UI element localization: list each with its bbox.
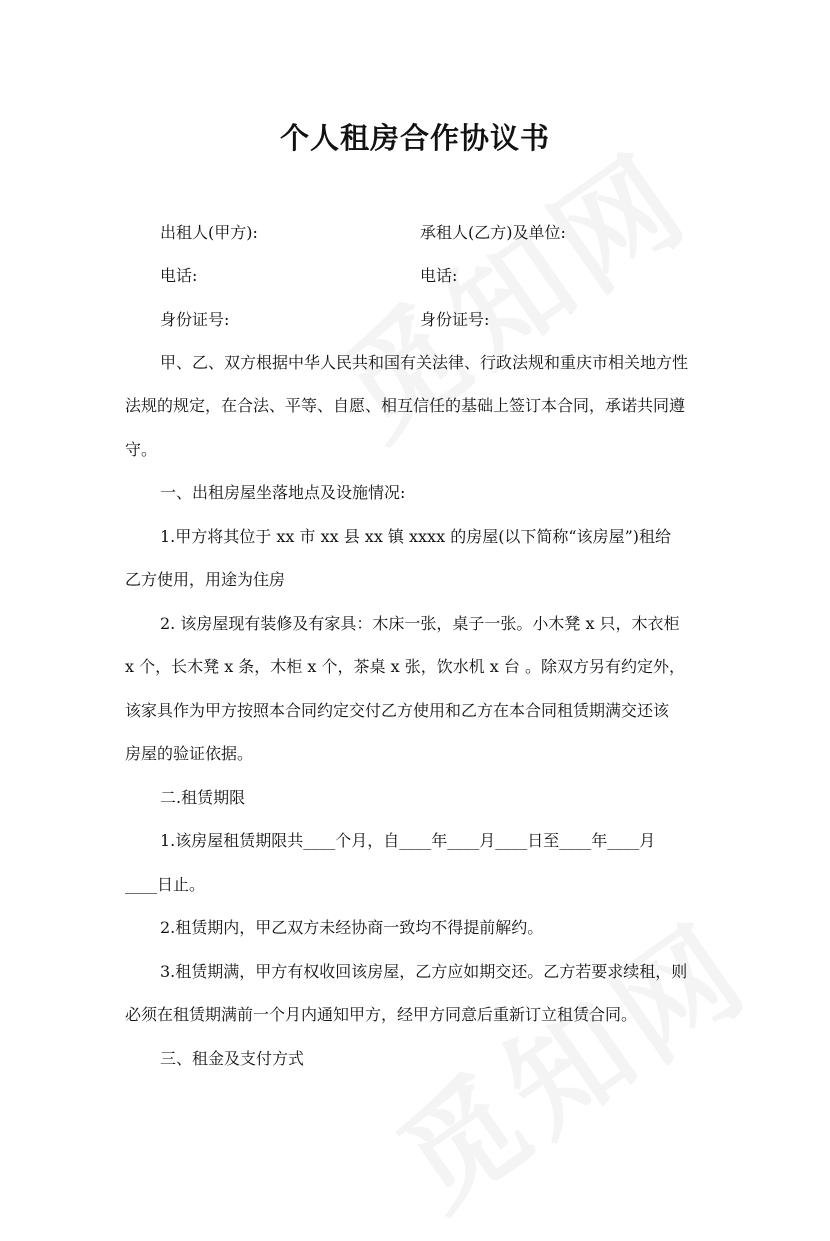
document-title: 个人租房合作协议书 — [279, 121, 550, 155]
lessor-id-label: 身份证号: — [160, 310, 230, 329]
clause-line: 2.租赁期内，甲乙双方未经协商一致均不得提前解约。 — [160, 918, 544, 937]
clause-line: 2. 该房屋现有装修及有家具：木床一张，桌子一张。小木凳 x 只，木衣柜 — [160, 614, 680, 633]
watermark — [300, 106, 718, 471]
clause-line: 乙方使用，用途为住房 — [125, 570, 286, 589]
lessor-phone-label: 电话: — [160, 266, 198, 285]
clause-line: 3.租赁期满，甲方有权收回该房屋，乙方应如期交还。乙方若要求续租，则 — [160, 962, 688, 981]
clause-line: 该家具作为甲方按照本合同约定交付乙方使用和乙方在本合同租赁期满交还该 — [125, 701, 670, 720]
clause-line: 必须在租赁期满前一个月内通知甲方，经甲方同意后重新订立租赁合同。 — [125, 1005, 638, 1024]
clause-line: 房屋的验证依据。 — [125, 744, 254, 763]
intro-line: 法规的规定，在合法、平等、自愿、相互信任的基础上签订本合同，承诺共同遵 — [125, 396, 686, 415]
section-heading: 一、出租房屋坐落地点及设施情况: — [160, 483, 406, 502]
lessee-id-label: 身份证号: — [420, 310, 490, 329]
intro-line: 守。 — [125, 440, 158, 459]
section-heading: 二.租赁期限 — [160, 788, 246, 807]
section-heading: 三、租金及支付方式 — [160, 1049, 305, 1068]
clause-line: 1.该房屋租赁期限共____个月，自____年____月____日至____年____月 — [160, 831, 656, 850]
lessee-phone-label: 电话: — [420, 266, 458, 285]
lessee-label: 承租人(乙方)及单位: — [420, 223, 566, 242]
lessor-label: 出租人(甲方): — [160, 223, 258, 242]
clause-line: ____日止。 — [125, 875, 206, 894]
intro-line: 甲、乙、双方根据中华人民共和国有关法律、行政法规和重庆市相关地方性 — [160, 353, 689, 372]
clause-line: x 个，长木凳 x 条，木柜 x 个，茶桌 x 张，饮水机 x 台 。除双方另有约定外， — [125, 657, 685, 676]
clause-line: 1.甲方将其位于 xx 市 xx 县 xx 镇 xxxx 的房屋(以下简称“该房屋”)租给 — [160, 527, 672, 546]
